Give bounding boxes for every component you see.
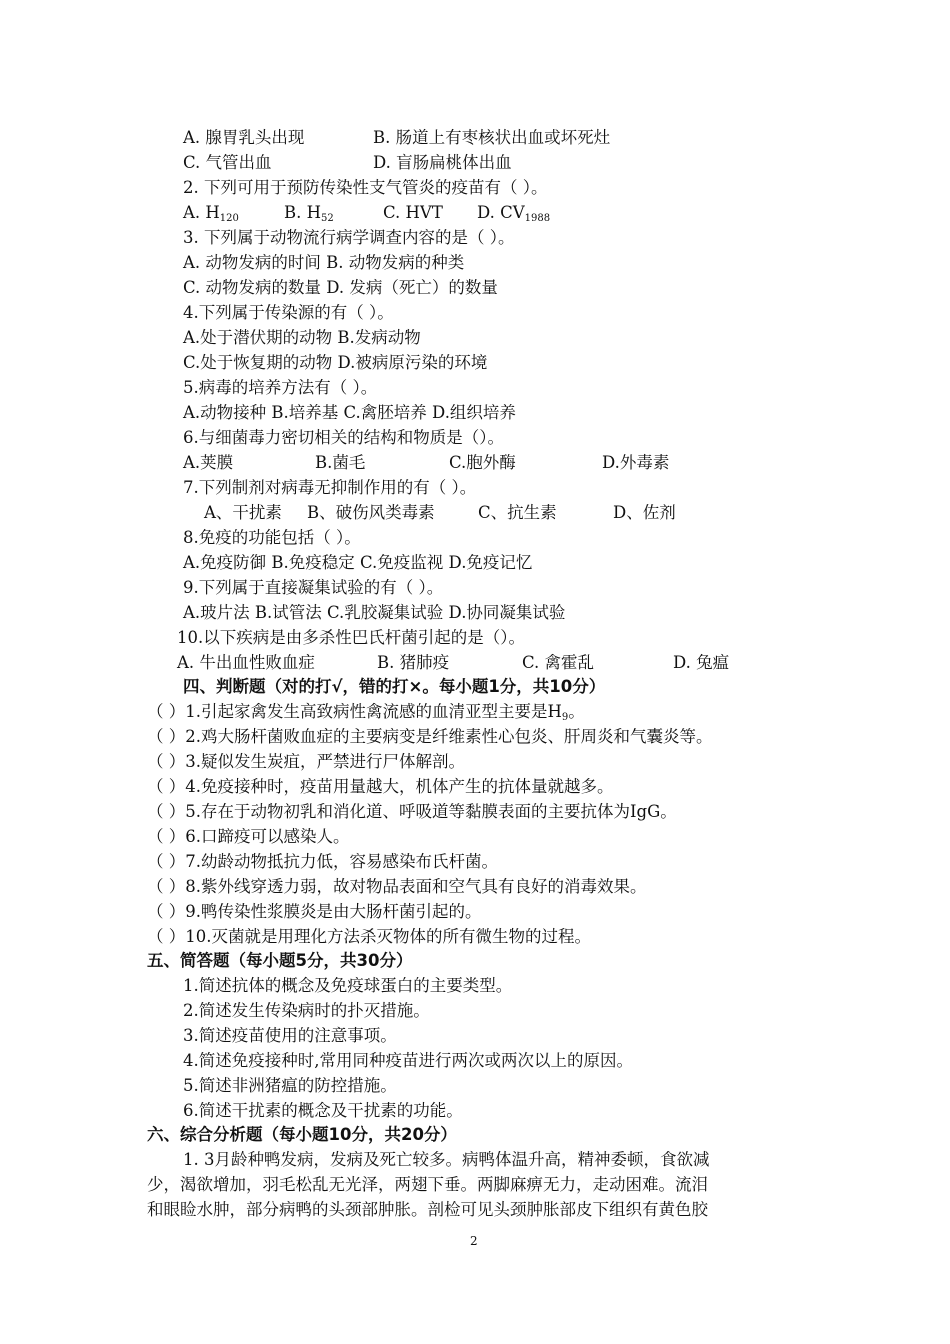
q7-option-c: C、抗生素: [478, 503, 557, 522]
q3-options-ab: A. 动物发病的时间 B. 动物发病的种类: [183, 253, 465, 272]
q7-question: 7.下列制剂对病毒无抑制作用的有（ ）。: [183, 478, 477, 497]
q1-options-cd: [183, 152, 512, 174]
section4-title: 四、判断题（对的打√，错的打×。每小题1分，共10分）: [183, 677, 606, 696]
q1-option-b: B. 肠道上有枣核状出血或坏死灶: [373, 128, 611, 147]
judge-item-10: （ ）10.灭菌就是用理化方法杀灭物体的所有微生物的过程。: [147, 927, 591, 946]
judge-item-6: （ ）6.口蹄疫可以感染人。: [147, 827, 350, 846]
q2-option-c: C. HVT: [383, 203, 443, 222]
short-answer-5: 5.简述非洲猪瘟的防控措施。: [183, 1076, 397, 1095]
q1-option-d: D. 盲肠扁桃体出血: [373, 153, 512, 172]
q6-options: [183, 452, 669, 474]
case-paragraph-line-1: 1. 3月龄种鸭发病，发病及死亡较多。病鸭体温升高，精神委顿，食欲减: [183, 1150, 710, 1169]
q2-options: [183, 202, 550, 230]
q10-option-a: A. 牛出血性败血症: [177, 653, 315, 672]
q2-option-a: A. $H_{120}$: [183, 203, 239, 224]
q4-question: 4.下列属于传染源的有（ ）。: [183, 303, 394, 322]
q10-option-d: D. 兔瘟: [673, 653, 730, 672]
q2-question: 2. 下列可用于预防传染性支气管炎的疫苗有（ ）。: [183, 178, 548, 197]
q3-options-cd: C. 动物发病的数量 D. 发病（死亡）的数量: [183, 278, 498, 297]
q9-question: 9.下列属于直接凝集试验的有（ ）。: [183, 578, 444, 597]
page-number: 2: [470, 1234, 478, 1248]
judge-item-3: （ ）3.疑似发生炭疽，严禁进行尸体解剖。: [147, 752, 465, 771]
case-paragraph-line-3: 和眼睑水肿，部分病鸭的头颈部肿胀。剖检可见头颈肿胀部皮下组织有黄色胶: [147, 1200, 708, 1219]
q2-option-b: B. $H_{52}$: [284, 203, 334, 224]
q1-option-a: A. 腺胃乳头出现: [183, 128, 305, 147]
judge-item-4: （ ）4.免疫接种时，疫苗用量越大，机体产生的抗体量就越多。: [147, 777, 614, 796]
q9-options: A.玻片法 B.试管法 C.乳胶凝集试验 D.协同凝集试验: [183, 603, 566, 622]
q4-options-ab: A.处于潜伏期的动物 B.发病动物: [183, 328, 421, 347]
case-paragraph-line-2: 少，渴欲增加，羽毛松乱无光泽，两翅下垂。两脚麻痹无力，走动困难。流泪: [147, 1175, 708, 1194]
judge-item-5: （ ）5.存在于动物初乳和消化道、呼吸道等黏膜表面的主要抗体为IgG。: [147, 802, 677, 821]
judge-item-7: （ ）7.幼龄动物抵抗力低，容易感染布氏杆菌。: [147, 852, 498, 871]
q3-question: 3. 下列属于动物流行病学调查内容的是（ ）。: [183, 228, 515, 247]
q7-option-d: D、佐剂: [613, 503, 676, 522]
q5-question: 5.病毒的培养方法有（ ）。: [183, 378, 378, 397]
q4-options-cd: C.处于恢复期的动物 D.被病原污染的环境: [183, 353, 488, 372]
short-answer-3: 3.简述疫苗使用的注意事项。: [183, 1026, 397, 1045]
judge-item-1: （ ）1.引起家禽发生高致病性禽流感的血清亚型主要是$H_9$。: [147, 702, 585, 723]
q6-option-a: A.荚膜: [183, 453, 234, 472]
q6-option-d: D.外毒素: [602, 453, 670, 472]
q10-option-b: B. 猪肺疫: [377, 653, 450, 672]
section5-title: 五、简答题（每小题5分，共30分）: [147, 951, 413, 970]
short-answer-2: 2.简述发生传染病时的扑灭措施。: [183, 1001, 430, 1020]
q7-option-a: A、干扰素: [204, 503, 282, 522]
q7-option-b: B、破伤风类毒素: [307, 503, 435, 522]
q5-options: A.动物接种 B.培养基 C.禽胚培养 D.组织培养: [183, 403, 516, 422]
q6-option-c: C.胞外酶: [449, 453, 516, 472]
judge-item-2: （ ）2.鸡大肠杆菌败血症的主要病变是纤维素性心包炎、肝周炎和气囊炎等。: [147, 727, 713, 746]
q10-options: [177, 652, 729, 674]
q1-option-c: C. 气管出血: [183, 153, 272, 172]
q7-options: [204, 502, 676, 524]
judge-item-8: （ ）8.紫外线穿透力弱，故对物品表面和空气具有良好的消毒效果。: [147, 877, 647, 896]
q8-options: A.免疫防御 B.免疫稳定 C.免疫监视 D.免疫记忆: [183, 553, 533, 572]
q6-option-b: B.菌毛: [315, 453, 366, 472]
q10-question: 10.以下疾病是由多杀性巴氏杆菌引起的是（）。: [177, 628, 525, 647]
short-answer-6: 6.简述干扰素的概念及干扰素的功能。: [183, 1101, 463, 1120]
q1-options-ab: [183, 127, 610, 149]
q8-question: 8.免疫的功能包括（ ）。: [183, 528, 361, 547]
short-answer-4: 4.简述免疫接种时,常用同种疫苗进行两次或两次以上的原因。: [183, 1051, 633, 1070]
q2-option-d: D. $CV_{1988}$: [477, 203, 551, 224]
judge-item-9: （ ）9.鸭传染性浆膜炎是由大肠杆菌引起的。: [147, 902, 482, 921]
short-answer-1: 1.简述抗体的概念及免疫球蛋白的主要类型。: [183, 976, 513, 995]
section6-title: 六、综合分析题（每小题10分，共20分）: [147, 1125, 457, 1144]
q10-option-c: C. 禽霍乱: [522, 653, 595, 672]
q6-question: 6.与细菌毒力密切相关的结构和物质是（）。: [183, 428, 504, 447]
